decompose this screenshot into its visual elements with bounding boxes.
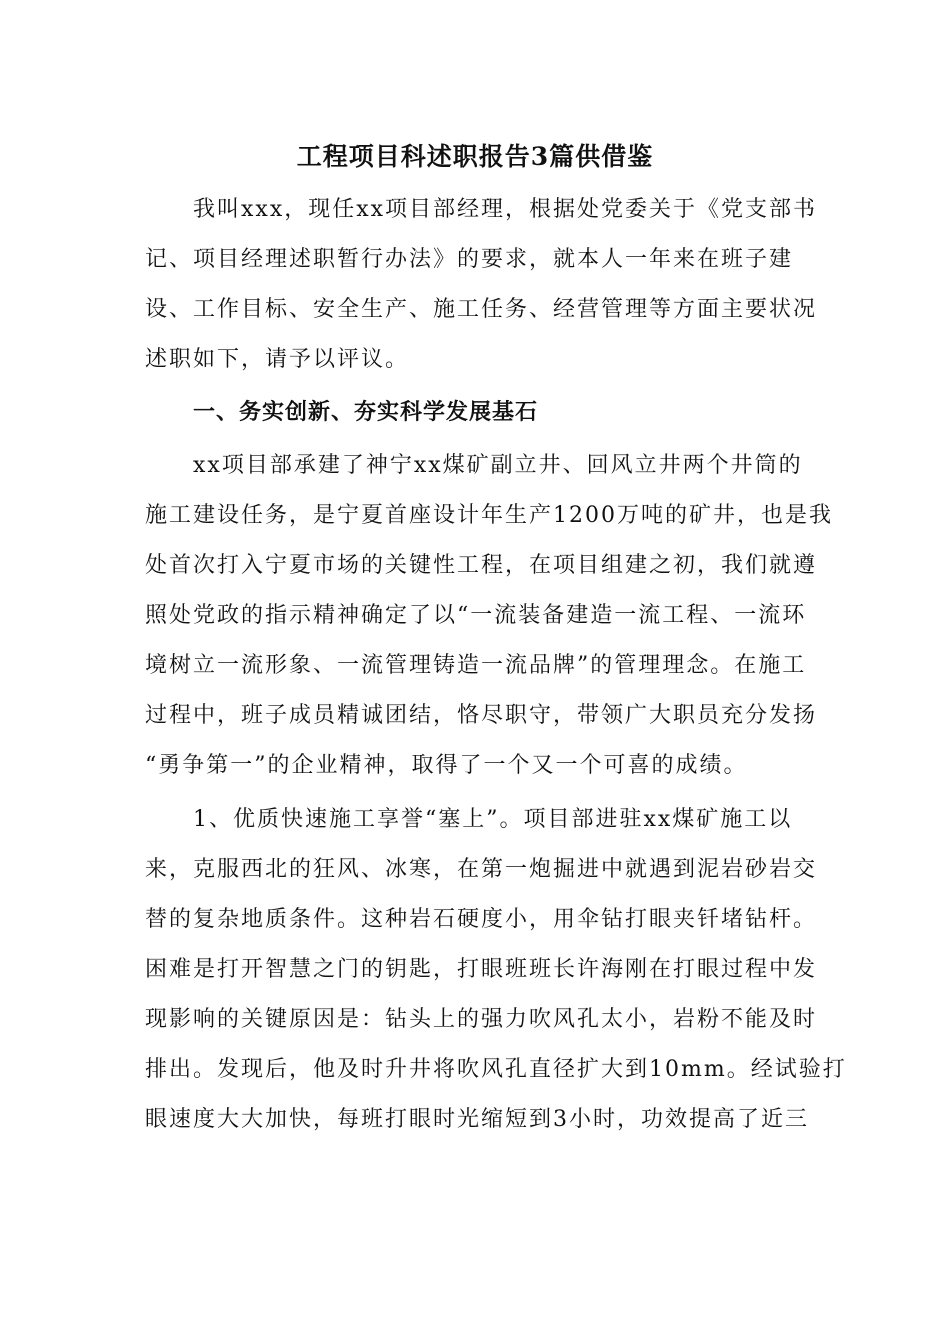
paragraph-line: 过程中，班子成员精诚团结，恪尽职守，带领广大职员充分发扬: [145, 703, 818, 728]
paragraph-line: “勇争第一”的企业精神，取得了一个又一个可喜的成绩。: [145, 753, 748, 778]
paragraph-line: 现影响的关键原因是：钻头上的强力吹风孔太小，岩粉不能及时: [145, 1007, 818, 1032]
section-heading: 一、务实创新、夯实科学发展基石: [193, 399, 539, 425]
paragraph-line: 记、项目经理述职暂行办法》的要求，就本人一年来在班子建: [145, 247, 794, 272]
paragraph-line: 眼速度大大加快，每班打眼时光缩短到3小时，功效提高了近三: [145, 1107, 809, 1132]
document-title: 工程项目科述职报告3篇供借鉴: [296, 142, 654, 171]
paragraph-line: xx项目部承建了神宁xx煤矿副立井、回风立井两个井筒的: [193, 453, 803, 478]
paragraph-line: 境树立一流形象、一流管理铸造一流品牌”的管理理念。在施工: [145, 653, 807, 678]
paragraph-line: 设、工作目标、安全生产、施工任务、经营管理等方面主要状况: [145, 297, 818, 322]
paragraph-line: 处首次打入宁夏市场的关键性工程，在项目组建之初，我们就遵: [145, 553, 818, 578]
paragraph-line: 照处党政的指示精神确定了以“一流装备建造一流工程、一流环: [145, 603, 807, 628]
paragraph-line: 来，克服西北的狂风、冰寒，在第一炮掘进中就遇到泥岩砂岩交: [145, 857, 818, 882]
paragraph-line: 施工建设任务，是宁夏首座设计年生产1200万吨的矿井，也是我: [145, 503, 833, 528]
paragraph-line: 1、优质快速施工享誉“塞上”。项目部进驻xx煤矿施工以: [193, 807, 793, 832]
paragraph-line: 我叫xxx，现任xx项目部经理，根据处党委关于《党支部书: [193, 197, 818, 222]
paragraph-line: 排出。发现后，他及时升井将吹风孔直径扩大到10mm。经试验打: [145, 1057, 847, 1082]
paragraph-line: 述职如下，请予以评议。: [145, 347, 410, 372]
paragraph-line: 困难是打开智慧之门的钥匙，打眼班班长许海刚在打眼过程中发: [145, 957, 818, 982]
paragraph-line: 替的复杂地质条件。这种岩石硬度小，用伞钻打眼夹钎堵钻杆。: [145, 907, 818, 932]
